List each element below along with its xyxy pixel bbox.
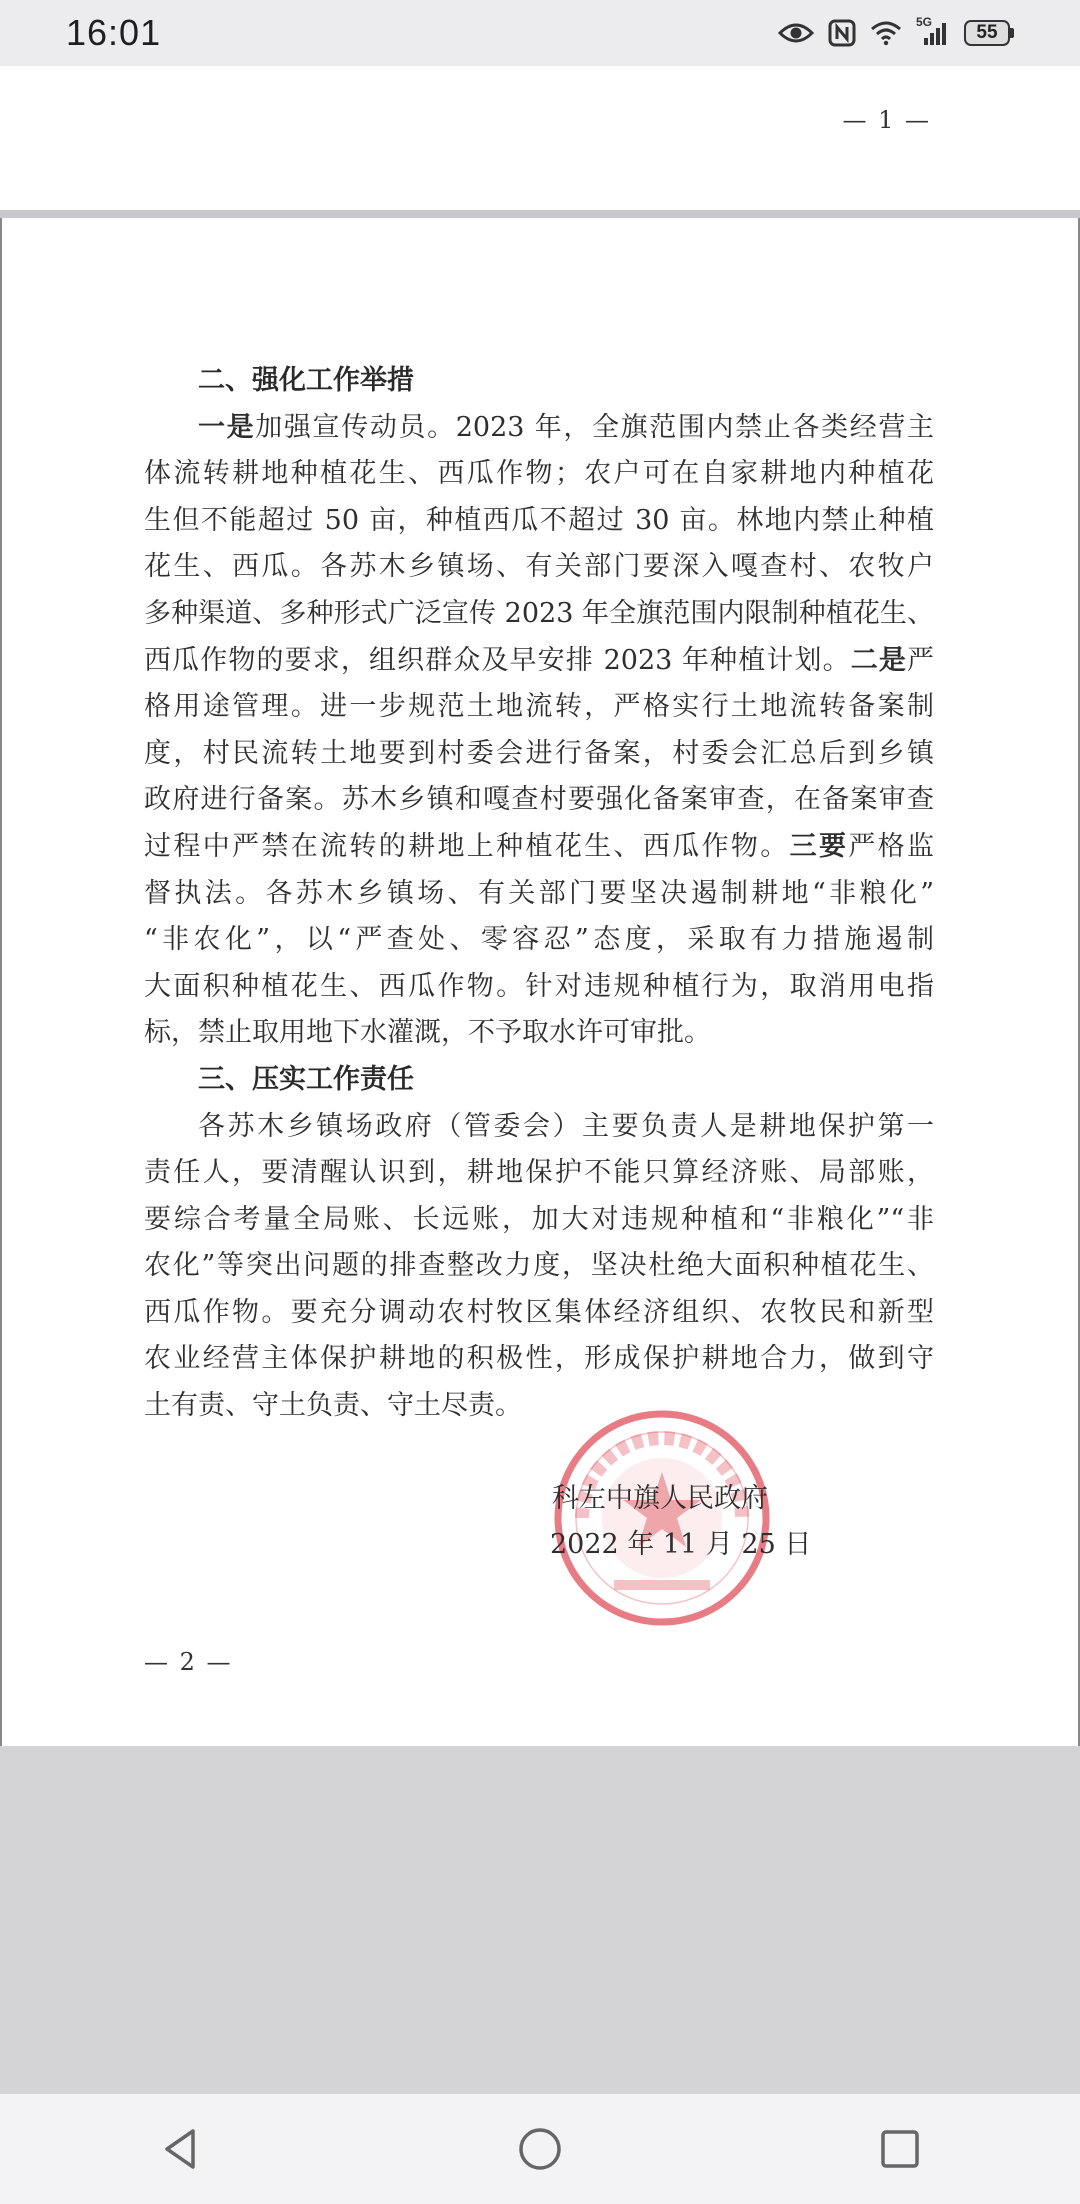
page-number-2: — 2 —	[144, 1648, 233, 1676]
s3-line: 土有责、守土负责、守土尽责。	[144, 1390, 522, 1422]
s2-line: 西瓜作物的要求，组织群众及早安排 2023 年种植计划。二是严	[144, 644, 934, 676]
s3-line: 农化”等突出问题的排查整改力度，坚决杜绝大面积种植花生、	[144, 1250, 934, 1282]
recents-square-icon	[879, 2128, 921, 2170]
document-page-2[interactable]	[0, 218, 1080, 1746]
home-circle-icon	[517, 2126, 563, 2172]
s2-line: 过程中严禁在流转的耕地上种植花生、西瓜作物。三要严格监	[144, 830, 935, 862]
signal-icon	[916, 15, 950, 47]
s3-line: 农业经营主体保护耕地的积极性，形成保护耕地合力，做到守	[144, 1343, 934, 1375]
s2-line: 政府进行备案。苏木乡镇和嘎查村要强化备案审查，在备案审查	[144, 784, 934, 816]
network-type: 5G	[916, 15, 933, 29]
wifi-icon	[870, 20, 902, 46]
battery-icon	[964, 20, 1014, 46]
signature-block	[550, 1476, 811, 1568]
s2-line: 督执法。各苏木乡镇场、有关部门要坚决遏制耕地“非粮化”	[144, 877, 934, 909]
s2-line: 大面积种植花生、西瓜作物。针对违规种植行为，取消用电指	[144, 970, 934, 1002]
battery-level: 55	[964, 20, 1010, 46]
s2-line: 多种渠道、多种形式广泛宣传 2023 年全旗范围内限制种植花生、	[144, 597, 934, 629]
signature-date: 2022 年 11 月 25 日	[550, 1529, 812, 1560]
section-3-heading: 三、压实工作责任	[198, 1063, 414, 1095]
signature-org: 科左中旗人民政府	[552, 1483, 768, 1514]
s3-line: 西瓜作物。要充分调动农村牧区集体经济组织、农牧民和新型	[144, 1296, 934, 1328]
s2-line: 度，村民流转土地要到村委会进行备案，村委会汇总后到乡镇	[144, 737, 934, 769]
s3-line: 责任人，要清醒认识到，耕地保护不能只算经济账、局部账，	[144, 1157, 934, 1189]
s2-line: “非农化”，以“严查处、零容忍”态度，采取有力措施遏制	[144, 924, 934, 956]
home-button[interactable]	[480, 2109, 600, 2189]
s3-line: 要综合考量全局账、长远账，加大对违规种植和“非粮化”“非	[144, 1203, 934, 1235]
s3-line: 各苏木乡镇场政府（管委会）主要负责人是耕地保护第一	[198, 1110, 934, 1142]
back-triangle-icon	[160, 2127, 200, 2171]
document-body	[144, 358, 934, 1430]
page-separator	[0, 210, 1080, 218]
s2-line: 格用途管理。进一步规范土地流转，严格实行土地流转备案制	[144, 691, 934, 723]
section-2-heading: 二、强化工作举措	[198, 365, 414, 396]
document-page-1	[0, 66, 1080, 210]
status-icons	[778, 15, 1014, 47]
recents-button[interactable]	[840, 2109, 960, 2189]
back-button[interactable]	[120, 2109, 240, 2189]
status-time: 16:01	[66, 12, 162, 53]
s2-line: 花生、西瓜。各苏木乡镇场、有关部门要深入嘎查村、农牧户	[144, 551, 934, 583]
s2-line: 一是加强宣传动员。2023 年，全旗范围内禁止各类经营主	[198, 411, 935, 443]
eye-icon	[778, 21, 814, 45]
navigation-bar	[0, 2094, 1080, 2204]
page-number-1: — 1 —	[842, 106, 931, 134]
s2-line: 生但不能超过 50 亩，种植西瓜不超过 30 亩。林地内禁止种植	[144, 504, 934, 536]
s2-line: 体流转耕地种植花生、西瓜作物；农户可在自家耕地内种植花	[144, 458, 934, 490]
s2-line: 标，禁止取用地下水灌溉，不予取水许可审批。	[144, 1017, 711, 1049]
nfc-icon	[828, 19, 856, 47]
status-bar	[0, 0, 1080, 66]
